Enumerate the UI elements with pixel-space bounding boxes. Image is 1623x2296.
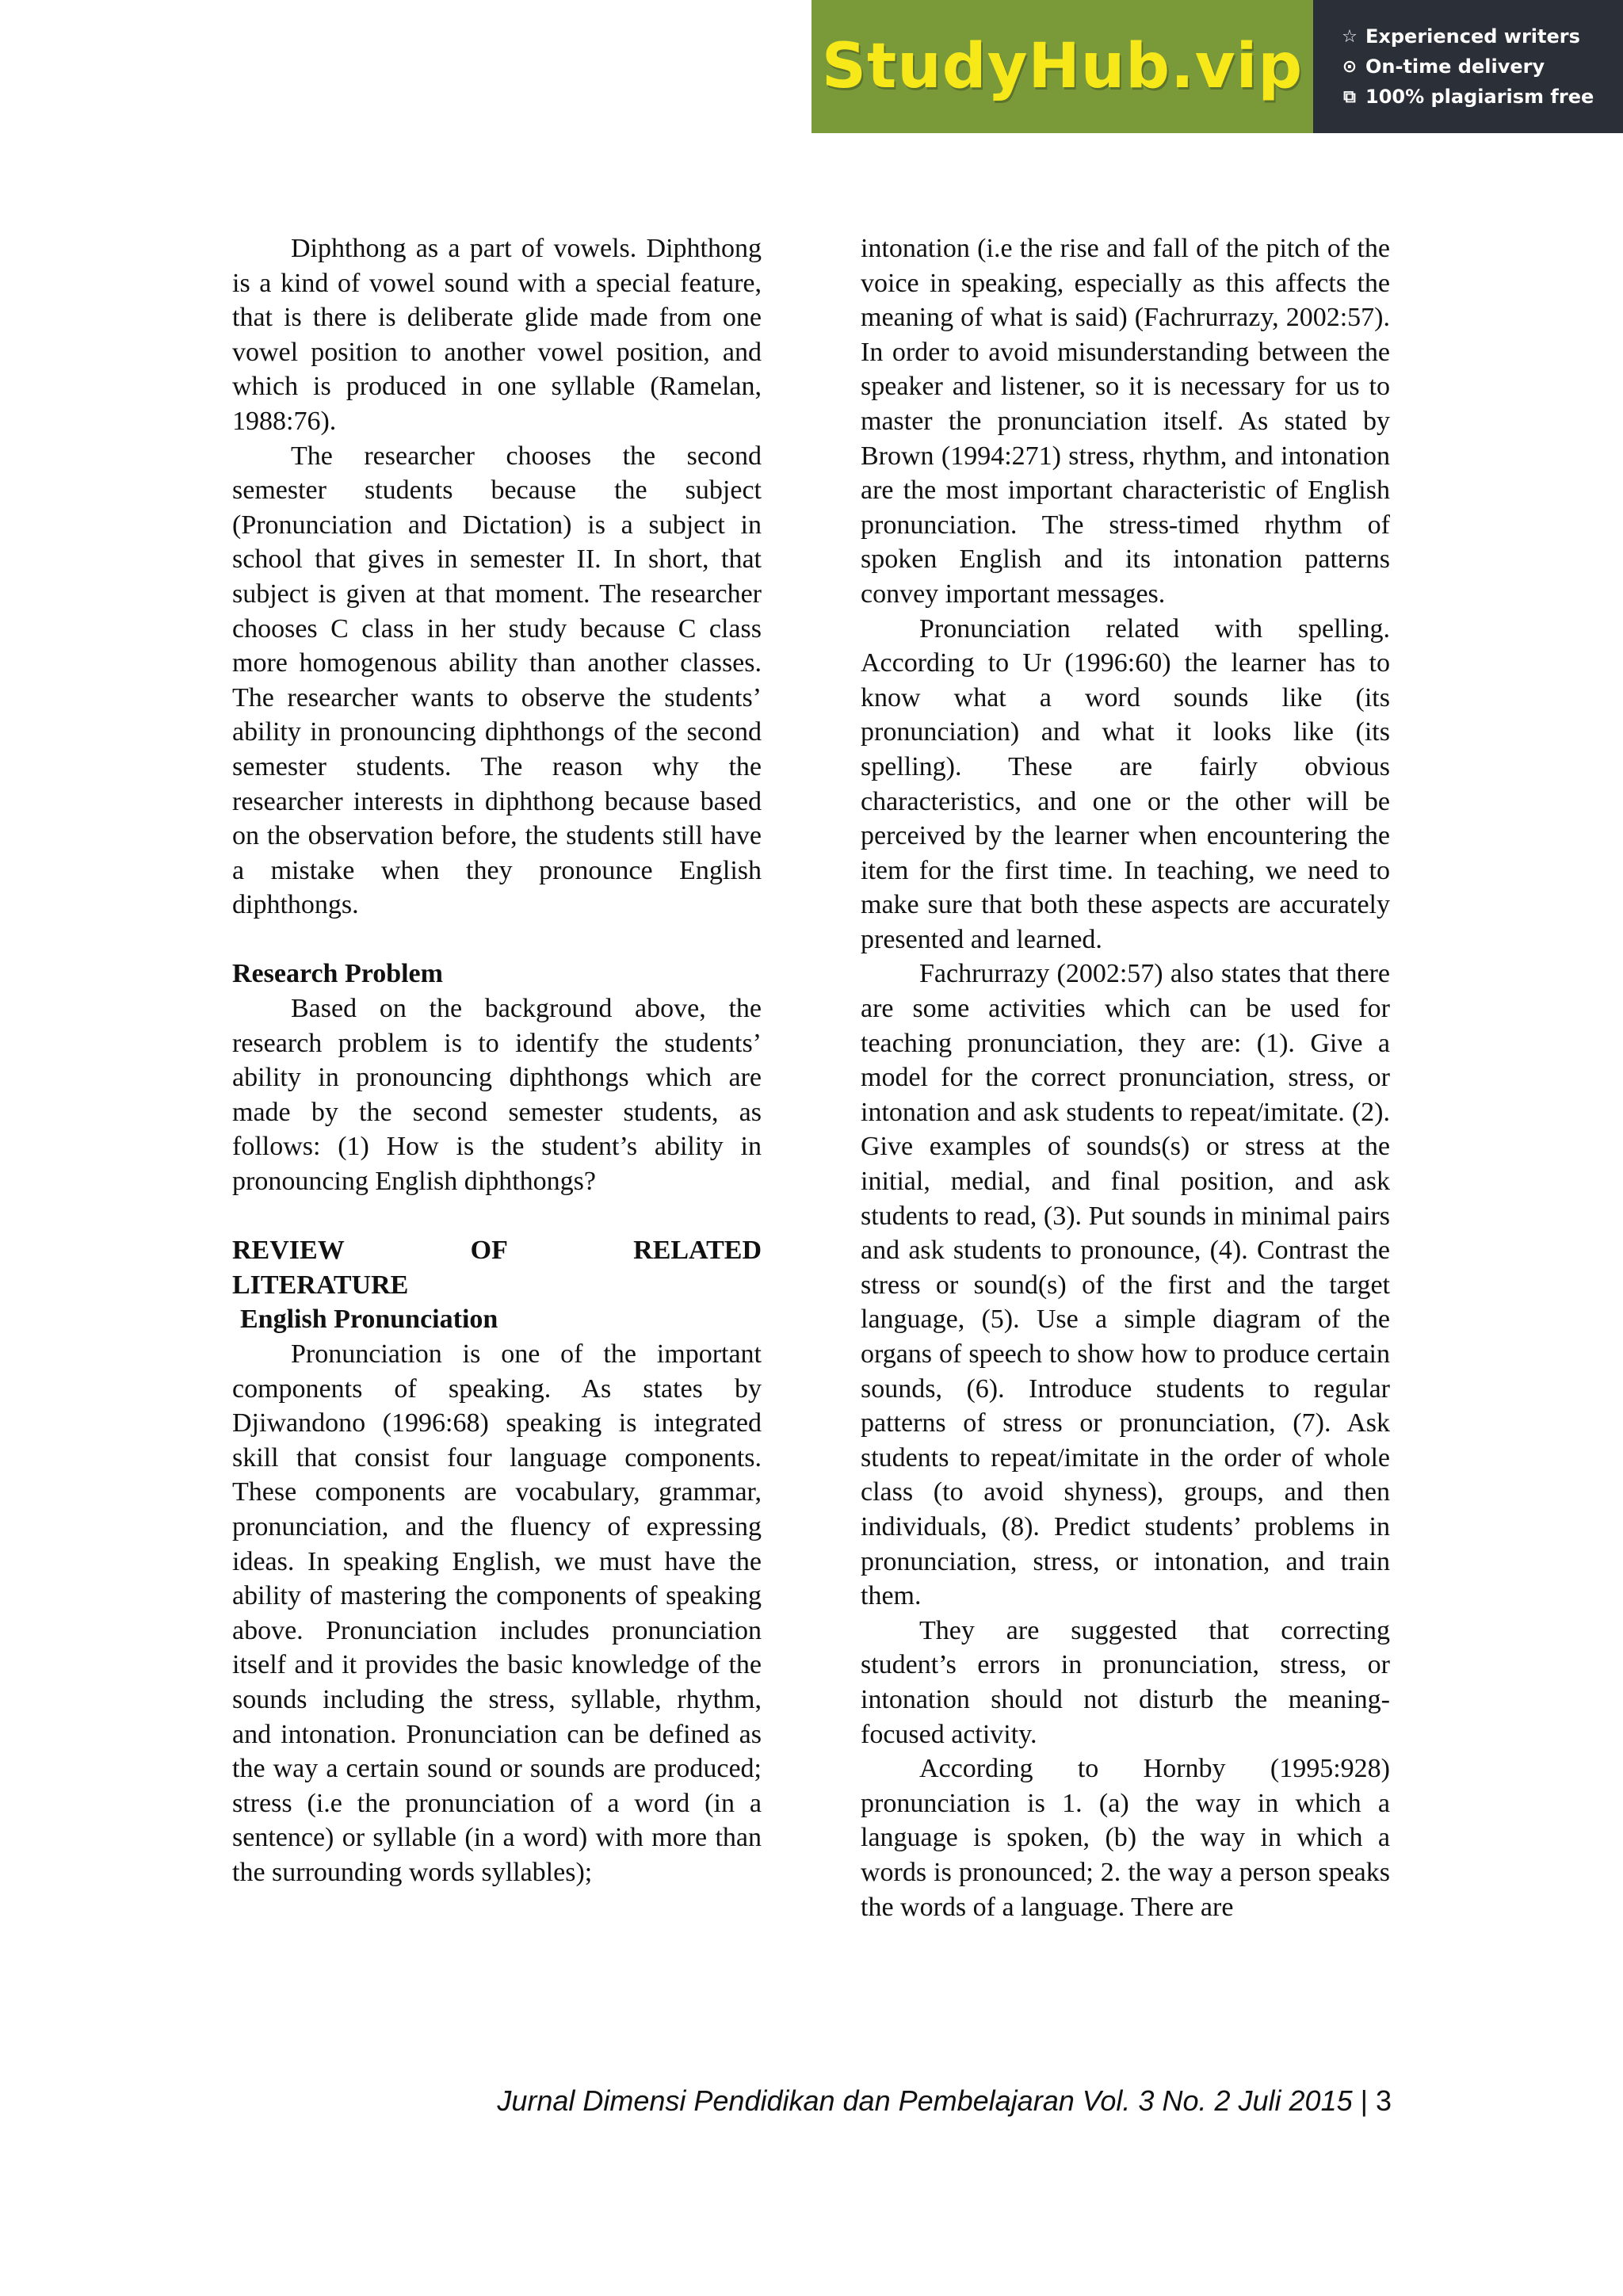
feature-plagiarism-free <box>1340 86 1623 108</box>
paragraph-hornby-definition: According to Hornby (1995:928) pronunciation is 1. (a) the way in which a language is spoken, (b) the way in which a words is pronounced; 2. the way a person speaks the words of a language. There are <box>861 1754 1390 1922</box>
feature-label: Experienced writers <box>1365 25 1580 48</box>
brand-logo: StudyHub.vip <box>821 31 1304 102</box>
promo-banner[interactable] <box>812 0 1623 133</box>
clock-icon: ⊙ <box>1342 56 1358 77</box>
feature-list <box>1313 0 1623 133</box>
left-column <box>232 231 762 1890</box>
copy-check-icon: ⧉ <box>1343 86 1356 107</box>
page-number: 3 <box>1375 2084 1392 2117</box>
feature-label: 100% plagiarism free <box>1365 86 1594 108</box>
paragraph-research-subject: The researcher chooses the second semester students because the subject (Pronunciation and Dictation) is a subject in school that gives in semester II. In short, that subject is given at that moment. The researcher chooses C class in her study because C class more homogenous ability than another classes. The researcher wants to observe the students’ ability in pronouncing diphthongs of the second semester students. The reason why the researcher interests in diphthong because based on the observation before, the students still have a mistake when they pronounce English diphthongs. <box>232 441 762 920</box>
heading-review-line2: LITERATURE <box>232 1270 409 1300</box>
brand-logo-box[interactable] <box>812 0 1313 133</box>
right-column <box>861 231 1390 1924</box>
paragraph-correcting-errors: They are suggested that correcting student’s errors in pronunciation, stress, or intonation should not disturb the meaning-focused activity. <box>861 1615 1390 1749</box>
feature-experienced-writers <box>1340 25 1623 48</box>
footer-separator: | <box>1352 2084 1376 2117</box>
feature-label: On-time delivery <box>1365 55 1545 78</box>
paragraph-intonation: intonation (i.e the rise and fall of the pitch of the voice in speaking, especially as this affects the meaning of what is said) (Fachrurrazy, 2002:57). In order to avoid misunderstanding between the speaker and listener, so it is necessary for us to master the pronunciation itself. As stated by Brown (1994:271) stress, rhythm, and intonation are the most important characteristic of English pronunciation. The stress-timed rhythm of spoken English and its intonation patterns convey important messages. <box>861 234 1390 609</box>
paragraph-research-problem: Based on the background above, the research problem is to identify the students’ ability in pronouncing diphthongs which are made by the second semester students, as follows: (1) How is the student’s ability in pronouncing English diphthongs? <box>232 994 762 1197</box>
paragraph-pronunciation-components: Pronunciation is one of the important components of speaking. As states by Djiwandono (1996:68) speaking is integrated skill that consist four language components. These components are vocabulary, grammar, pronunciation, and the fluency of expressing ideas. In speaking English, we must have the ability of mastering the components of speaking above. Pronunciation includes pronunciation itself and it provides the basic knowledge of the sounds including the stress, syllable, rhythm, and intonation. Pronunciation can be defined as the way a certain sound or sounds are produced; stress (i.e the pronunciation of a word (in a sentence) or syllable (in a word) with more than the surrounding words syllables); <box>232 1339 762 1887</box>
paragraph-diphthong-definition: Diphthong as a part of vowels. Diphthong is a kind of vowel sound with a special feature, that is there is deliberate glide made from one vowel position to another vowel position, and which is produced in one syllable (Ramelan, 1988:76). <box>232 234 762 436</box>
paragraph-pronunciation-spelling: Pronunciation related with spelling. According to Ur (1996:60) the learner has to know what a word sounds like (its pronunciation) and what it looks like (its spelling). These are fairly obvious characteristics, and one or the other will be perceived by the learner when encountering the item for the first time. In teaching, we need to make sure that both these aspects are accurately presented and learned. <box>861 613 1390 954</box>
page-footer <box>497 2084 1392 2118</box>
paragraph-teaching-activities: Fachrurrazy (2002:57) also states that there are some activities which can be used for teaching pronunciation, they are: (1). Give a model for the correct pronunciation, stress, or intonation and ask students to repeat/imitate. (2). Give examples of sounds(s) or stress at the initial, medial, and final position, and ask students to read, (3). Put sounds in minimal pairs and ask students to pronounce, (4). Contrast the stress or sound(s) of the first and the target language, (5). Use a simple diagram of the organs of speech to show how to produce certain sounds, (6). Introduce students to regular patterns of stress or pronunciation, (7). Ask students to repeat/imitate in the order of whole class (to avoid shyness), groups, and then individuals, (8). Predict students’ problems in pronunciation, stress, or intonation, and train them. <box>861 959 1390 1611</box>
journal-citation: Jurnal Dimensi Pendidikan dan Pembelajaran Vol. 3 No. 2 Juli 2015 <box>497 2084 1353 2117</box>
star-icon: ☆ <box>1342 26 1358 47</box>
heading-research-problem: Research Problem <box>232 959 443 989</box>
subheading-english-pronunciation: English Pronunciation <box>240 1305 498 1335</box>
heading-review-line1: REVIEW OF RELATED <box>232 1236 762 1266</box>
feature-on-time-delivery <box>1340 55 1623 78</box>
